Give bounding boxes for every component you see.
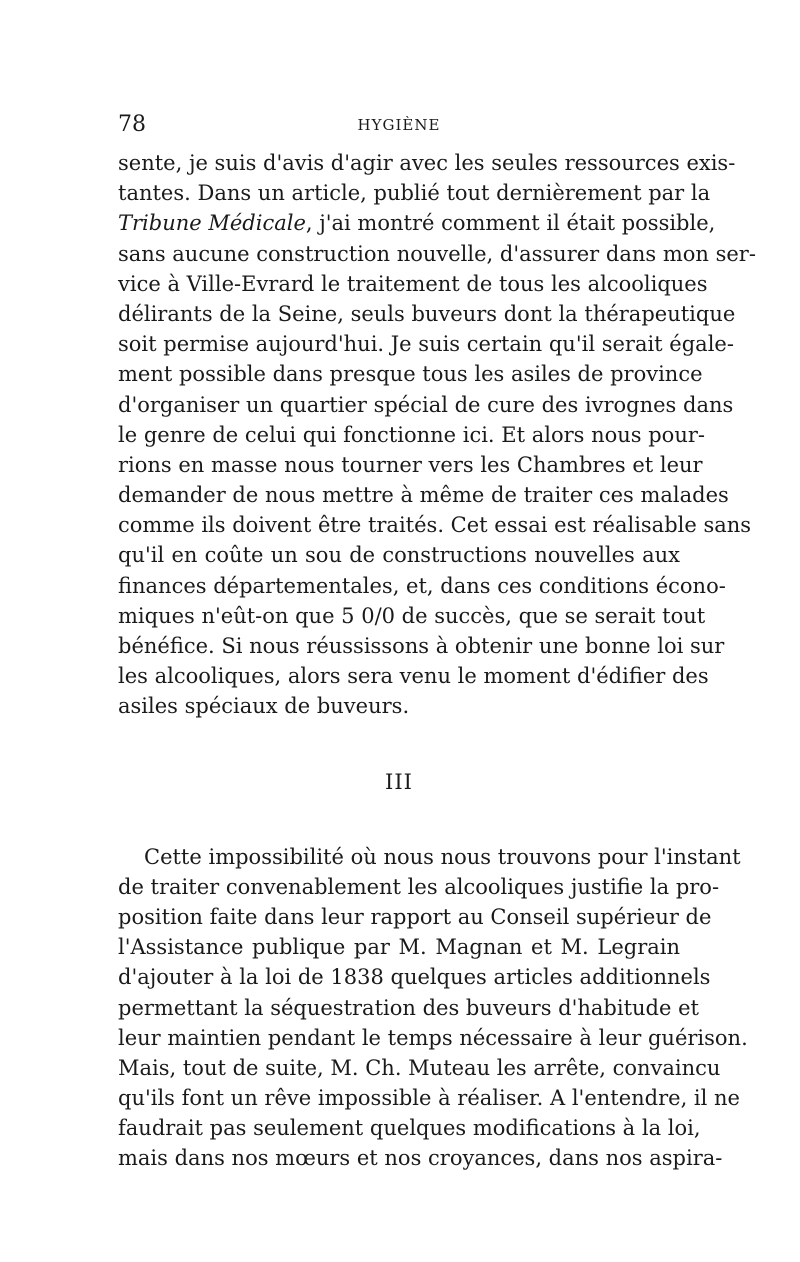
text-line: tantes. Dans un article, publié tout dernièrement par la	[118, 181, 711, 206]
text-line: Cette impossibilité où nous nous trouvons pour l'instant	[144, 844, 741, 869]
page-body	[118, 148, 756, 1174]
text-line: d'ajouter à la loi de 1838 quelques articles additionnels	[118, 965, 711, 990]
text-line: demander de nous mettre à même de traiter ces malades	[118, 483, 729, 508]
text-line: d'organiser un quartier spécial de cure des ivrognes dans	[118, 392, 734, 417]
text-line: finances départementales, et, dans ces conditions écono-	[118, 573, 726, 598]
text-line: rions en masse nous tourner vers les Chambres et leur	[118, 452, 703, 477]
text-line: de traiter convenablement les alcooliques justifie la pro-	[118, 874, 720, 899]
text-line: faudrait pas seulement quelques modifications à la loi,	[118, 1116, 701, 1141]
text-line: vice à Ville-Evrard le traitement de tous les alcooliques	[118, 271, 708, 296]
text-line: délirants de la Seine, seuls buveurs dont la thérapeutique	[118, 301, 736, 326]
running-head	[118, 110, 680, 140]
text-line: ment possible dans presque tous les asiles de province	[118, 362, 703, 387]
section-heading	[118, 722, 680, 842]
text-line: mais dans nos mœurs et nos croyances, dans nos aspira-	[118, 1146, 723, 1171]
text-line: permettant la séquestration des buveurs d'habitude et	[118, 995, 699, 1020]
running-title: HYGIÈNE	[357, 116, 441, 134]
paragraph-2	[118, 842, 748, 1174]
text-line: le genre de celui qui fonctionne ici. Et alors nous pour-	[118, 422, 705, 447]
section-number: III	[385, 769, 413, 794]
text-line: position faite dans leur rapport au Conseil supérieur de	[118, 904, 712, 929]
text-line: les alcooliques, alors sera venu le moment d'édifier des	[118, 664, 709, 689]
text-line: soit permise aujourd'hui. Je suis certain qu'il serait égale-	[118, 332, 734, 357]
text-line: sans aucune construction nouvelle, d'assurer dans mon ser-	[118, 241, 756, 266]
text-line: bénéfice. Si nous réussissons à obtenir une bonne loi sur	[118, 634, 725, 658]
text-line: Mais, tout de suite, M. Ch. Muteau les arrête, convaincu	[118, 1055, 721, 1080]
page-number: 78	[118, 112, 146, 137]
text-line: l'Assistance publique par M. Magnan et M. Legrain	[118, 935, 680, 960]
text-line: asiles spéciaux de buveurs.	[118, 694, 410, 719]
text-line: miques n'eût-on que 5 0/0 de succès, que se serait tout	[118, 603, 706, 628]
text-line: comme ils doivent être traités. Cet essai est réalisable sans	[118, 513, 752, 538]
text-line: sente, je suis d'avis d'agir avec les seules ressources exis-	[118, 151, 736, 175]
text-line: Tribune Médicale, j'ai montré comment il était possible,	[118, 211, 716, 236]
paragraph-1	[118, 148, 756, 722]
text-line: leur maintien pendant le temps nécessaire à leur guérison.	[118, 1025, 748, 1050]
text-line: qu'il en coûte un sou de constructions nouvelles aux	[118, 543, 680, 568]
text-line: qu'ils font un rêve impossible à réaliser. A l'entendre, il ne	[118, 1086, 740, 1111]
